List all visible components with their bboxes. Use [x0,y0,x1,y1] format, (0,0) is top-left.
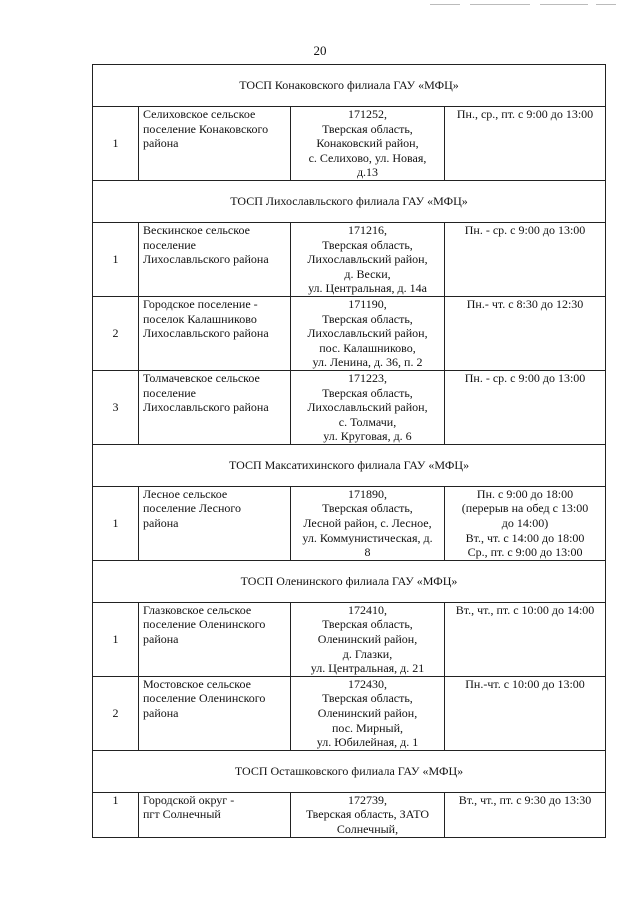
settlement-name-line: Городской округ - [143,792,235,807]
settlement-name-line: Лихославльского района [143,326,269,341]
working-hours-line: (перерыв на обед с 13:00 [461,501,589,516]
section-header: ТОСП Лихославльского филиала ГАУ «МФЦ» [93,180,606,222]
settlement-name-line: Глазковское сельское [143,602,252,617]
working-hours-line: до 14:00) [501,516,549,531]
settlement-name-line: Мостовское сельское [143,676,251,691]
office-address-line: Тверская область, [322,617,413,632]
office-address-line: ул. Юбилейная, д. 1 [316,735,419,750]
table-row [93,370,606,444]
office-address-line: Тверская область, [322,691,413,706]
section-header: ТОСП Максатихинского филиала ГАУ «МФЦ» [93,444,606,486]
settlement-name-line: Вескинское сельское [143,222,250,237]
office-address-line: Лихославльский район, [307,400,428,415]
mfc-offices-table [92,64,606,838]
working-hours [445,602,606,676]
office-address [291,370,445,444]
settlement-name-line: Лихославльского района [143,400,269,415]
office-address [291,792,445,837]
office-address-line: ул. Центральная, д. 14а [308,281,427,296]
section-header-row [93,444,606,486]
row-number: 2 [93,296,139,370]
section-header-row [93,750,606,792]
office-address-line: пос. Мирный, [331,720,404,735]
row-number: 1 [93,107,139,181]
settlement-name-line: Городское поселение - [143,296,258,311]
office-address-line: ул. Коммунистическая, д. [302,530,433,545]
settlement-name [139,107,291,181]
office-address-line: 171252, [348,107,387,121]
settlement-name [139,222,291,296]
office-address-line: 171190, [348,296,387,311]
office-address-line: 171216, [348,222,387,237]
settlement-name [139,486,291,560]
office-address-line: Оленинский район, [317,706,418,720]
office-address-line: 171890, [348,486,387,501]
settlement-name-line: поселение Оленинского [143,617,266,632]
office-address [291,296,445,370]
working-hours [445,792,606,837]
working-hours [445,370,606,444]
working-hours-line: Пн.- чт. с 8:30 до 12:30 [466,296,584,311]
working-hours-line: Пн.-чт. с 10:00 до 13:00 [465,676,585,691]
office-address-line: Оленинский район, [317,632,418,647]
row-number: 1 [93,486,139,560]
table-row [93,602,606,676]
settlement-name [139,792,291,837]
office-address-line: с. Толмачи, [338,414,397,429]
page-number: 20 [313,43,327,58]
table-row [93,676,606,750]
office-address [291,676,445,750]
section-header: ТОСП Оленинского филиала ГАУ «МФЦ» [93,560,606,602]
row-number: 1 [93,222,139,296]
settlement-name-line: района [143,136,179,151]
section-header: ТОСП Конаковского филиала ГАУ «МФЦ» [93,65,606,107]
office-address-line: Тверская область, ЗАТО [305,807,430,822]
office-address-line: Тверская область, [322,121,413,136]
settlement-name [139,370,291,444]
working-hours-line: Ср., пт. с 9:00 до 13:00 [467,545,583,560]
working-hours-line: Пн. - ср. с 9:00 до 13:00 [464,370,586,385]
table-row [93,222,606,296]
settlement-name-line: поселение Конаковского [143,121,269,136]
settlement-name [139,676,291,750]
office-address-line: ул. Ленина, д. 36, п. 2 [312,355,423,370]
section-header-row [93,560,606,602]
settlement-name-line: Селиховское сельское [143,107,256,121]
office-address-line: Тверская область, [322,385,413,400]
office-address-line: Тверская область, [322,501,413,516]
office-address-line: ул. Круговая, д. 6 [323,429,412,444]
section-header-row [93,65,606,107]
office-address-line: 8 [364,545,371,560]
office-address-line: Конаковский район, [316,136,419,151]
working-hours [445,107,606,181]
office-address [291,486,445,560]
row-number: 1 [93,602,139,676]
row-number: 3 [93,370,139,444]
office-address-line: Тверская область, [322,311,413,326]
working-hours [445,676,606,750]
settlement-name-line: района [143,632,179,647]
row-number: 2 [93,676,139,750]
settlement-name-line: поселение Оленинского [143,691,266,706]
table-row [93,107,606,181]
scan-marks [430,4,620,10]
settlement-name-line: пгт Солнечный [143,807,221,822]
settlement-name-line: Лихославльского района [143,252,269,267]
office-address-line: Лихославльский район, [307,252,428,267]
section-header: ТОСП Осташковского филиала ГАУ «МФЦ» [93,750,606,792]
working-hours-line: Вт., чт., пт. с 10:00 до 14:00 [455,602,595,617]
settlement-name-line: поселение [143,237,197,252]
office-address-line: 171223, [348,370,387,385]
office-address-line: пос. Калашниково, [319,340,416,355]
working-hours-line: Пн. с 9:00 до 18:00 [476,486,574,501]
settlement-name-line: поселок Калашниково [143,311,257,326]
office-address-line: 172739, [348,792,387,807]
working-hours-line: Вт., чт., пт. с 9:30 до 13:30 [458,792,592,807]
office-address-line: Тверская область, [322,237,413,252]
settlement-name [139,602,291,676]
settlement-name-line: поселение Лесного [143,501,242,516]
office-address-line: д. Глазки, [342,646,393,661]
working-hours-line: Пн., ср., пт. с 9:00 до 13:00 [456,107,594,121]
office-address-line: Солнечный, [336,821,399,836]
settlement-name-line: района [143,706,179,720]
office-address-line: 172430, [348,676,387,691]
office-address [291,222,445,296]
office-address-line: с. Селихово, ул. Новая, [308,150,427,165]
working-hours [445,296,606,370]
office-address-line: Лихославльский район, [307,326,428,341]
section-header-row [93,180,606,222]
table-row [93,792,606,837]
settlement-name-line: Толмачевское сельское [143,370,260,385]
working-hours [445,486,606,560]
table-row [93,296,606,370]
table-row [93,486,606,560]
office-address-line: 172410, [348,602,387,617]
settlement-name-line: поселение [143,385,197,400]
office-address [291,107,445,181]
working-hours-line: Вт., чт. с 14:00 до 18:00 [465,530,585,545]
office-address-line: Лесной район, с. Лесное, [303,516,432,531]
office-address [291,602,445,676]
settlement-name [139,296,291,370]
page-bottom-margin [0,846,640,905]
settlement-name-line: Лесное сельское [143,486,228,501]
working-hours [445,222,606,296]
row-number: 1 [93,792,139,837]
office-address-line: д.13 [356,165,379,180]
working-hours-line: Пн. - ср. с 9:00 до 13:00 [464,222,586,237]
office-address-line: д. Вески, [344,266,391,281]
office-address-line: ул. Центральная, д. 21 [310,661,425,676]
settlement-name-line: района [143,516,179,531]
